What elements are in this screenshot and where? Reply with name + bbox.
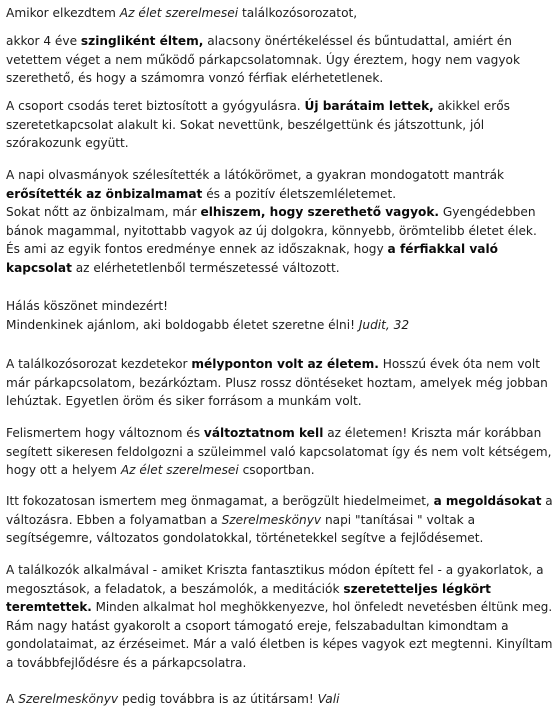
testimonial-1-closing: Hálás köszönet mindezért! Mindenkinek ajánlom, aki boldogabb életet szeretne élni! Judit, 32: [6, 299, 410, 332]
testimonial-2-para-1: A találkozósorozat kezdetekor mélyponton volt az életem. Hosszú évek óta nem volt már párkapcsolatom, bezárkóztam. Plusz rossz döntéseket hoztam, amelyek még jobban lehúztak. Egyetlen öröm és siker forrásom a munkám volt.: [6, 357, 548, 408]
testimonial-1-para-3: A napi olvasmányok szélesítették a látókörömet, a gyakran mondogatott mantrák erősítették az önbizalmamat és a pozitív életszemléletemet. Sokat nőtt az önbizalmam, már elhiszem, hogy szerethető vagyok. Gyengédebben bánok magammal, nyitottabb vagyok az új dolgokra, könnyebb, örömtelibb életet élek. És ami az egyik fontos eredménye ennek az időszaknak, hogy a férfiakkal való kapcsolat az elérhetetlenből természetessé változott.: [6, 168, 537, 275]
testimonial-2-para-2: Felismertem hogy változnom és változtatnom kell az életemen! Kriszta már korábban segített sikeresen feldolgozni a szüleimmel való kapcsolatomat így és nem volt kétségem, hogy ott a helyem Az élet szerelmesei csoportban.: [6, 426, 552, 477]
testimonial-2-para-4: A találkozók alkalmával - amiket Kriszta fantasztikus módon épített fel - a gyakorlatok, a megosztások, a feladatok, a beszámolók, a meditációk szeretetteljes légkört teremtettek. Minden alkalmat hol meghökkenyezve, hol önfeledt nevetésben éltünk meg. Rám nagy hatást gyakorolt a csoport támogató ereje, felszabadultan kimondtam a gondolataimat, az érzéseimet. Már a való életben is képes vagyok ezt megtenni. Kinyíltam a továbbfejlődésre és a párkapcsolatra.: [6, 563, 553, 670]
intro-line: Amikor elkezdtem Az élet szerelmesei találkozósorozatot,: [6, 6, 358, 20]
testimonial-2-closing: A Szerelmeskönyv pedig továbbra is az útitársam! Vali: [6, 692, 340, 706]
testimonial-1-para-1: akkor 4 éve szingliként éltem, alacsony önértékeléssel és bűntudattal, amiért én vetettem véget a nem működő párkapcsolatomnak. Úgy éreztem, hogy nem vagyok szerethető, és hogy a számomra vonzó férfiak elérhetetlenek.: [6, 34, 521, 85]
testimonial-1-para-2: A csoport csodás teret biztosított a gyógyulásra. Új barátaim lettek, akikkel erős szeretetkapcsolat alakult ki. Sokat nevettünk, beszélgettünk és játszottunk, jól szórakozunk együtt.: [6, 99, 511, 150]
testimonial-2-para-3: Itt fokozatosan ismertem meg önmagamat, a berögzült hiedelmeimet, a megoldásokat a változásra. Ebben a folyamatban a Szerelmeskönyv napi "tanításai " voltak a segítségemre, változatos gondolatokkal, történetekkel segítve a fejlődésemet.: [6, 494, 553, 545]
